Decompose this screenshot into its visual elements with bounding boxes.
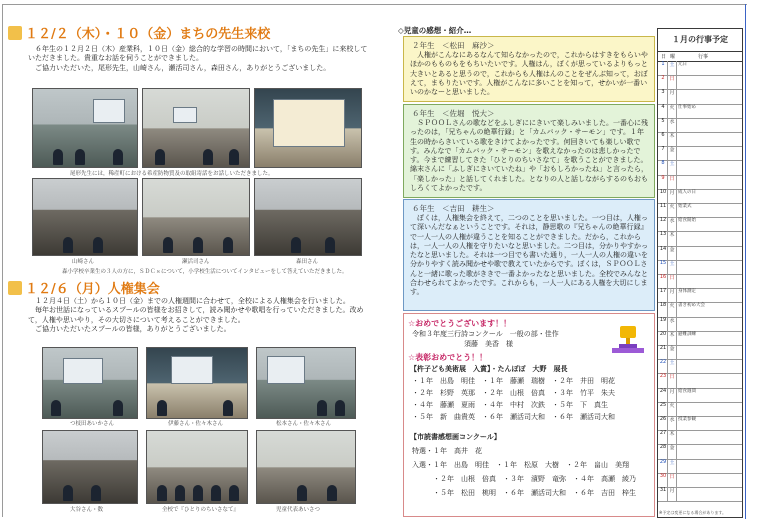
calendar-day: 21: [659, 345, 668, 359]
flower-icon: [8, 26, 22, 40]
impression-box-1-text: [410, 51, 649, 97]
calendar-row: [658, 302, 742, 317]
calendar-weekday: 火: [668, 402, 677, 416]
calendar-weekday: 金: [668, 146, 677, 160]
calendar-row: [658, 416, 742, 431]
calendar-weekday: 月: [668, 89, 677, 103]
page-border-left: [2, 4, 3, 517]
calendar-day: 27: [659, 430, 668, 444]
calendar-row: [658, 331, 742, 346]
calendar-weekday: 金: [668, 246, 677, 260]
section2-title-text: １２/６（月）人権集会: [25, 282, 160, 297]
trophy-icon: [610, 324, 646, 354]
calendar-weekday: 月: [668, 189, 677, 203]
calendar-day: 8: [659, 160, 668, 174]
calendar-day: 17: [659, 288, 668, 302]
calendar-title: １月の行事予定: [658, 29, 742, 52]
caption-assembly-e: 全校で『ひとりのちいさなて』: [162, 507, 240, 513]
reading-award-row: ・５年 松田 桃明 ・６年 瀬活司大和 ・６年 吉田 梓生: [412, 489, 636, 497]
section2-body2-text: 毎年お世話になっているスプールの皆様をお招きして，読み聞かせや歌唱を行っていただきました。改めて，人権や思いやり，その大切さについて考えることができました。: [28, 306, 364, 324]
section2-title: [8, 281, 160, 297]
calendar-weekday: 水: [668, 118, 677, 132]
calendar-day: 18: [659, 302, 668, 316]
flower-icon: [8, 281, 22, 295]
calendar-row: [658, 444, 742, 459]
impression-box-1-body: 人権がこんなにあるなんて知らなかったので，これからはすきをもらいやほかのもものもをもちいたいです。人権はん，ぼくが思っているよりもっと大きいとあると思うので，これからも人権はんのことをぜんぶ知って，おぼえて，まもりたいです。人権がこんなに多いことを知って，せかいが一番いいのかなーと思いました。: [410, 51, 648, 97]
calendar-col-day: 日: [661, 54, 667, 60]
calendar-weekday: 木: [668, 132, 677, 146]
calendar-row: [658, 75, 742, 90]
calendar-day: 9: [659, 175, 668, 189]
calendar-row: [658, 160, 742, 175]
calendar-weekday: 土: [668, 459, 677, 473]
reading-award-row: 入選・１年 出島 明佳 ・１年 松原 大樹 ・２年 畠山 美翔: [412, 461, 629, 469]
calendar-event: 書き初め大会: [678, 303, 705, 309]
calendar-weekday: 月: [668, 288, 677, 302]
calendar-weekday: 土: [668, 61, 677, 75]
calendar-row: [658, 317, 742, 332]
calendar-day: 1: [659, 61, 668, 75]
calendar-row: [658, 459, 742, 474]
impression-box-1-head: ２年生 ＜松田 麻沙＞: [412, 41, 495, 50]
calendar-weekday: 日: [668, 175, 677, 189]
calendar-row: [658, 260, 742, 275]
calendar-row: [658, 189, 742, 204]
calendar-row: [658, 118, 742, 133]
calendar-day: 28: [659, 444, 668, 458]
impression-box-1: [403, 36, 655, 102]
calendar-event: 元日: [678, 62, 687, 67]
calendar-row: [658, 217, 742, 232]
caption-assembly-a: つ枝田あいかさん: [70, 421, 115, 427]
impression-box-3-body: ぼくは，人権集会を終えて，二つのことを思いました。一つ目は，人権って深いんだなぁということです。それは，静思歌の『兄ちゃんの絶華行録』で一人一人の人権が違うことを知ることができました。だから，これからは，一人一人の人権を守りたいなと思いました。二つ目は，分かりやすかったなと思いました。それは一つ目でも書いた通り，一人一人の人権の違いを分かりやすく読み聞かせや歌で教えていたからです。ぼくは，ＳＰＯＯＬさんと一緒に歌った歌がききで一番よかったなと思いました。全校でみんなと合わせられてよかったです。これからも，一人一人にある人権を大切にします。: [410, 214, 648, 297]
calendar-day: 15: [659, 260, 668, 274]
page-border-right: [745, 4, 746, 519]
calendar-day: 12: [659, 217, 668, 231]
photo-assembly-6: [256, 430, 356, 504]
calendar-event: 給食開始: [678, 218, 696, 224]
congrats-heading: ☆おめでとうございます！！: [408, 319, 512, 328]
section1-caption-1: 尾形先生には，稀産町における希産防物質及の取組寄話をお話しいただきました。: [70, 171, 274, 177]
impression-box-3: [403, 199, 655, 311]
calendar-event: 仕事始め: [678, 104, 696, 110]
reading-award-title: 【市読書感想画コンクール】: [410, 433, 501, 441]
calendar-event: 成人の日: [678, 189, 696, 195]
section1-caption-3: 森小学校卒業生の３人の方に，ＳＤＣｓについて，小学校生活についてインタビューをして答えていただきました。: [62, 269, 348, 275]
section1-thanks-text: ご協力いただいた，尾形先生，山崎さん，瀬活司さん，森田さん，ありがとうございました。: [28, 63, 331, 72]
commend-heading: ☆表彰おめでとう！！: [408, 353, 488, 362]
calendar-day: 19: [659, 317, 668, 331]
calendar-day: 6: [659, 132, 668, 146]
caption-yamazaki: 山崎さん: [72, 259, 95, 265]
section1-title-text: １２/２（木）・１０（金）まちの先生来校: [25, 27, 271, 42]
calendar-event: 始業式: [678, 204, 692, 209]
art-award-row: ・１年 出島 明佳 ・１年 藤瀬 瑞樹 ・２年 井田 明花: [412, 377, 615, 385]
impression-box-2-text: [410, 119, 649, 193]
photo-assembly-3: [256, 347, 356, 419]
caption-morita: 森田さん: [296, 259, 319, 265]
calendar-row: [658, 473, 742, 488]
congrats-line-1: 令和３年度三行詩コンクール 一般の部・佳作: [412, 330, 559, 338]
caption-assembly-b: 伊藤さん・佐々木さん: [168, 421, 224, 427]
calendar-row: [658, 359, 742, 374]
section1-body-text: ６年生の１２月２日（木）産業科，１０日（金）総合的な学習の時間において，「まちの先生」に来校していただきました。貴重なお話を伺うことができました。: [28, 45, 368, 63]
calendar-row: [658, 146, 742, 161]
calendar-day: 24: [659, 388, 668, 402]
calendar-day: 14: [659, 246, 668, 260]
calendar-day: 22: [659, 359, 668, 373]
calendar-weekday: 木: [668, 430, 677, 444]
calendar-day: 26: [659, 416, 668, 430]
calendar-row: [658, 231, 742, 246]
calendar-event: 避難訓練: [678, 331, 696, 337]
calendar-row: [658, 203, 742, 218]
impressions-heading: ◇児童の感想・紹介…: [398, 26, 472, 35]
art-award-row: ・２年 杉野 英那 ・２年 山根 倍真 ・３年 竹平 朱夫: [412, 389, 615, 397]
section1-title: [8, 26, 270, 42]
calendar-day: 25: [659, 402, 668, 416]
calendar-row: [658, 89, 742, 104]
section2-body-text: １２月４日（土）から１０日（金）までの人権週間に合わせて，全校による人権集会を行いました。: [28, 297, 350, 305]
photo-lecture-2: [142, 88, 250, 168]
calendar-row: [658, 345, 742, 360]
calendar-weekday: 土: [668, 260, 677, 274]
calendar-day: 31: [659, 487, 668, 501]
impression-box-3-text: [410, 214, 649, 298]
calendar-col-week: 曜: [670, 54, 676, 60]
calendar-col-event: 行事: [698, 54, 709, 60]
calendar-weekday: 金: [668, 345, 677, 359]
reading-award-row: ・２年 山根 倍真 ・３年 濱野 竜弥 ・４年 高瀬 綾乃: [412, 475, 636, 483]
calendar-day: 29: [659, 459, 668, 473]
caption-assembly-c: 松本さん・佐々木さん: [276, 421, 332, 427]
calendar-weekday: 日: [668, 473, 677, 487]
calendar-row: [658, 388, 742, 403]
calendar-footer: ※予定は変更になる場合があります。: [659, 510, 727, 515]
calendar-day: 23: [659, 373, 668, 387]
calendar-weekday: 火: [668, 302, 677, 316]
calendar-row: [658, 246, 742, 261]
calendar-weekday: 土: [668, 359, 677, 373]
photo-interview-1: [32, 178, 138, 256]
caption-sekatsuji: 瀬活司さん: [182, 259, 210, 265]
calendar-day: 30: [659, 473, 668, 487]
calendar-weekday: 土: [668, 160, 677, 174]
calendar-weekday: 月: [668, 388, 677, 402]
calendar-event: 身体測定: [678, 289, 696, 295]
calendar-weekday: 日: [668, 373, 677, 387]
section2-thanks-text: ご協力いただいたスプールの皆様，ありがとうございました。: [28, 325, 231, 334]
calendar-weekday: 火: [668, 104, 677, 118]
calendar-day: 10: [659, 189, 668, 203]
art-award-row: ・５年 新 曲貴英 ・６年 瀬活司大和 ・６年 瀬活司大和: [412, 413, 615, 421]
calendar-event: 給食週間: [678, 388, 696, 394]
art-award-title: 【杵子ども美術展 入賞】・たんぽぽ 大野 展長: [410, 365, 568, 373]
calendar-day: 4: [659, 104, 668, 118]
impression-box-3-head: ６年生 ＜吉田 耕生＞: [412, 204, 495, 213]
photo-assembly-1: [42, 347, 138, 419]
calendar-row: [658, 487, 742, 502]
caption-assembly-d: 大谷さん・数: [70, 507, 104, 513]
event-calendar: [657, 28, 743, 518]
awards-box: [403, 313, 655, 517]
calendar-row: [658, 288, 742, 303]
photo-interview-3: [254, 178, 362, 256]
page-border-top: [2, 4, 747, 5]
calendar-row: [658, 104, 742, 119]
calendar-day: 20: [659, 331, 668, 345]
calendar-weekday: 水: [668, 416, 677, 430]
photo-assembly-5: [146, 430, 248, 504]
calendar-weekday: 日: [668, 274, 677, 288]
calendar-weekday: 火: [668, 203, 677, 217]
photo-lecture-1: [32, 88, 138, 168]
calendar-row: [658, 274, 742, 289]
reading-award-row: 特選・１年 高井 花: [412, 447, 482, 455]
calendar-weekday: 水: [668, 217, 677, 231]
photo-lecture-3: [254, 88, 362, 168]
calendar-weekday: 水: [668, 317, 677, 331]
calendar-weekday: 木: [668, 331, 677, 345]
calendar-row: [658, 175, 742, 190]
calendar-row: [658, 373, 742, 388]
calendar-weekday: 月: [668, 487, 677, 501]
calendar-day: 5: [659, 118, 668, 132]
photo-assembly-2: [146, 347, 248, 419]
impression-box-2-body: ＳＰＯＯＬさんの歌などをふしぎににきいて楽しみいました。一番心に残ったのは，「兄ちゃんの絶華行録」と「カムバック・サーモン」です。１年生の時からきいている歌をきけてよかったです。何回きいても楽しい歌です。みんなで「カムバック・サーモン」を歌えなかったのは悲しかったです。今まで練習してきた「ひとりのちいさなて」を歌うことができました。綿末さんに「ふしぎにきいていたね」や「おもしろかったね」と言ったら，「楽しかった」と話してくれました。となりの人と話しながらするのもおもしろくてよかったです。: [410, 119, 648, 193]
calendar-row: [658, 402, 742, 417]
calendar-weekday: 日: [668, 75, 677, 89]
calendar-day: 11: [659, 203, 668, 217]
calendar-day: 16: [659, 274, 668, 288]
calendar-day: 13: [659, 231, 668, 245]
calendar-event: 授業参観: [678, 417, 696, 422]
calendar-day: 2: [659, 75, 668, 89]
calendar-day: 3: [659, 89, 668, 103]
section1-body: [28, 45, 368, 85]
caption-assembly-f: 児童代表あいさつ: [276, 507, 321, 513]
impression-box-2-head: ６年生 ＜佐堀 悦大＞: [412, 109, 495, 118]
photo-interview-2: [142, 178, 250, 256]
calendar-weekday: 金: [668, 444, 677, 458]
calendar-row: [658, 132, 742, 147]
congrats-line-2: 須藤 美香 様: [464, 340, 513, 348]
art-award-row: ・４年 藤瀬 夏雨 ・４年 中村 次鉄 ・５年 下 真生: [412, 401, 608, 409]
section2-body: [28, 297, 368, 347]
calendar-day: 7: [659, 146, 668, 160]
photo-assembly-4: [42, 430, 138, 504]
calendar-row: [658, 430, 742, 445]
impression-box-2: [403, 104, 655, 198]
calendar-row: [658, 61, 742, 76]
calendar-weekday: 木: [668, 231, 677, 245]
